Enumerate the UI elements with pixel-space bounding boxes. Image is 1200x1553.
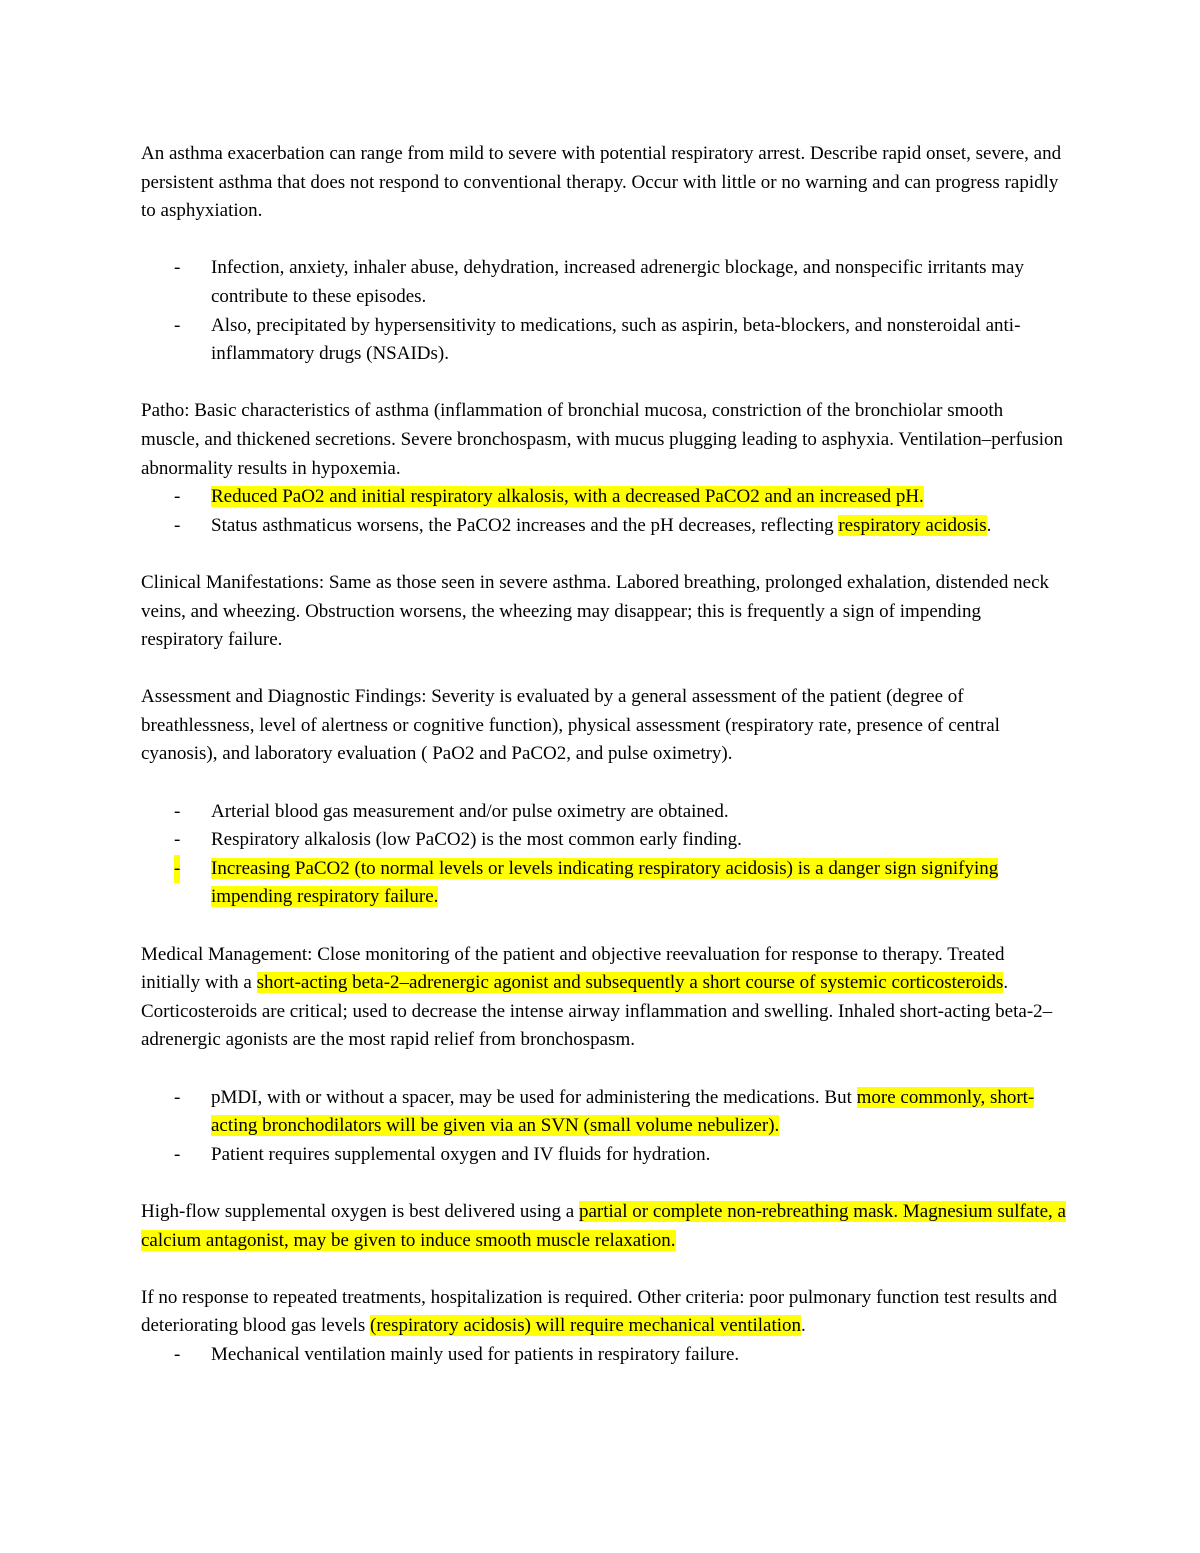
bullet-text: Patient requires supplemental oxygen and IV fluids for hydration. [211,1143,711,1165]
medical-paragraph [141,941,1066,1055]
medical-text-end: . Corticosteroids are critical; used to decrease the intense airway inflammation and swelling. Inhaled short-acting beta-2–adrenergic agonists are the most rapid relief from bronchospasm. [141,972,1053,1051]
highlighted-text: (respiratory acidosis) will require mechanical ventilation [370,1315,802,1337]
list-item [141,1341,1066,1370]
patho-text: Patho: Basic characteristics of asthma (inflammation of bronchial mucosa, constriction of the bronchiolar smooth muscle, and thickened secretions. Severe bronchospasm, with mucus plugging leading to asphyxia. Ventilation–perfusion abnormality results in hypoxemia. [141,400,1064,479]
bullet-dash: - [174,1343,181,1365]
list-item [141,312,1066,369]
list-item [141,1084,1066,1141]
hospital-text: If no response to repeated treatments, hospitalization is required. Other criteria: poor pulmonary function test results and deteriorating blood gas levels [141,1286,1057,1337]
highlighted-text: respiratory acidosis [838,514,987,536]
bullet-dash: - [174,800,181,822]
clinical-text: Clinical Manifestations: Same as those seen in severe asthma. Labored breathing, prolonged exhalation, distended neck veins, and wheezing. Obstruction worsens, the wheezing may disappear; this is frequently a sign of impending respiratory failure. [141,571,1050,651]
bullet-dash: - [174,829,181,851]
assessment-text: Assessment and Diagnostic Findings: Severity is evaluated by a general assessment of the patient (degree of breathlessness, level of alertness or cognitive function), physical assessment (respiratory rate, presence of central cyanosis), and laboratory evaluation ( PaO2 and PaCO2, and pulse oximetry). [141,686,1000,765]
bullet-dash: - [174,1143,181,1165]
intro-bullet-list [141,254,1066,368]
bullet-dash: - [174,855,180,884]
highlighted-text: more commonly, short-acting bronchodilators will be given via an SVN (small volume nebulizer). [211,1086,1035,1137]
intro-text: An asthma exacerbation can range from mild to severe with potential respiratory arrest. Describe rapid onset, severe, and persistent asthma that does not respond to conventional therapy. Occur with little or no warning and can progress rapidly to asphyxiation. [141,143,1062,222]
bullet-text: Respiratory alkalosis (low PaCO2) is the most common early finding. [211,829,742,851]
hospital-paragraph [141,1284,1066,1341]
patho-paragraph [141,397,1066,483]
oxygen-text: High-flow supplemental oxygen is best delivered using a [141,1200,579,1222]
bullet-text: Status asthmaticus worsens, the PaCO2 increases and the pH decreases, reflecting [211,514,839,536]
highlighted-text: Reduced PaO2 and initial respiratory alkalosis, with a decreased PaCO2 and an increased pH. [211,486,924,508]
bullet-text: Infection, anxiety, inhaler abuse, dehydration, increased adrenergic blockage, and nonspecific irritants may contribute to these episodes. [211,257,1024,307]
bullet-text: pMDI, with or without a spacer, may be used for administering the medications. But [211,1086,857,1108]
hospital-text-end: . [801,1315,806,1337]
list-item [141,1141,1066,1170]
highlighted-text: Increasing PaCO2 (to normal levels or levels indicating respiratory acidosis) is a danger sign signifying impending respiratory failure. [211,857,999,908]
bullet-dash: - [174,257,181,279]
bullet-dash: - [174,314,181,336]
patho-bullet-list [141,483,1066,540]
highlighted-text: partial or complete non-rebreathing mask. Magnesium sulfate, a calcium antagonist, may be given to induce smooth muscle relaxation. [141,1200,1066,1251]
bullet-dash: - [174,514,181,536]
list-item [141,826,1066,855]
assessment-bullet-list [141,798,1066,912]
medical-text: Medical Management: Close monitoring of the patient and objective reevaluation for response to therapy. Treated initially with a [141,943,1005,994]
intro-paragraph [141,140,1066,226]
assessment-paragraph [141,683,1066,769]
list-item [141,798,1066,827]
list-item [141,483,1066,512]
list-item [141,512,1066,541]
bullet-dash: - [174,1086,181,1108]
bullet-text-end: . [986,514,992,536]
list-item [141,855,1066,912]
clinical-paragraph [141,569,1066,655]
bullet-text: Arterial blood gas measurement and/or pulse oximetry are obtained. [211,800,729,822]
medical-bullet-list [141,1084,1066,1170]
list-item [141,254,1066,311]
bullet-text: Mechanical ventilation mainly used for patients in respiratory failure. [211,1343,740,1365]
bullet-text: Also, precipitated by hypersensitivity to medications, such as aspirin, beta-blockers, and nonsteroidal anti-inflammatory drugs (NSAIDs). [211,314,1021,365]
highlighted-text: short-acting beta-2–adrenergic agonist and subsequently a short course of systemic corticosteroids [256,972,1004,994]
hospital-bullet-list [141,1341,1066,1370]
bullet-dash: - [174,486,181,508]
document-body [141,140,1066,1398]
oxygen-paragraph [141,1198,1066,1255]
